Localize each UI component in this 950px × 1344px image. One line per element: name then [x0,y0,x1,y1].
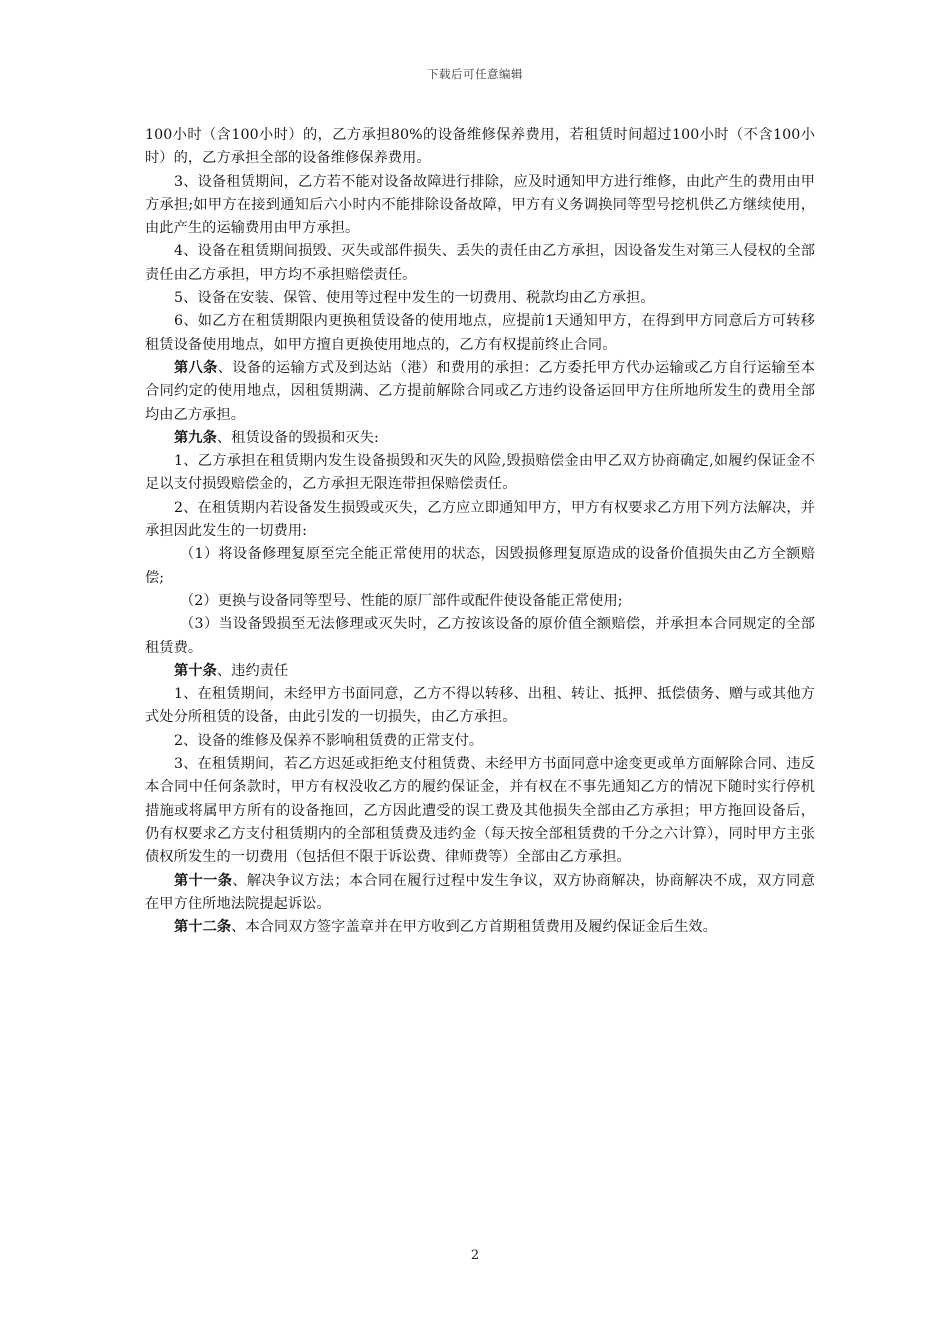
article-8-title: 第八条 [174,359,218,376]
paragraph-9-2-item-3: （3）当设备毁损至无法修理或灭失时，乙方按该设备的原价值全额赔偿，并承担本合同规定的全部租赁费。 [145,616,815,656]
article-12-title: 第十二条 [174,919,232,936]
article-9: 第九条、租赁设备的毁损和灭失: [174,429,379,446]
document-body [145,124,815,939]
paragraph-10-1: 1、在租赁期间，未经甲方书面同意，乙方不得以转移、出租、转让、抵押、抵偿债务、赠与或其他方式处分所租赁的设备，由此引发的一切损失，由乙方承担。 [145,686,815,726]
article-8: 第八条、设备的运输方式及到达站（港）和费用的承担：乙方委托甲方代办运输或乙方自行运输至本合同约定的使用地点，因租赁期满、乙方提前解除合同或乙方违约设备运回甲方住所地所发生的费用全部均由乙方承担。 [145,359,815,423]
paragraph-3: 4、设备在租赁期间损毁、灭失或部件损失、丢失的责任由乙方承担，因设备发生对第三人侵权的全部责任由乙方承担，甲方均不承担赔偿责任。 [145,243,815,283]
paragraph-9-2: 2、在租赁期内若设备发生损毁或灭失，乙方应立即通知甲方，甲方有权要求乙方用下列方法解决，并承担因此发生的一切费用: [145,499,815,540]
paragraph-5: 6、如乙方在租赁期限内更换租赁设备的使用地点，应提前1天通知甲方，在得到甲方同意后方可转移租赁设备使用地点，如甲方擅自更换使用地点的，乙方有权提前终止合同。 [145,313,815,353]
paragraph-2: 3、设备租赁期间，乙方若不能对设备故障进行排除，应及时通知甲方进行维修，由此产生的费用由甲方承担;如甲方在接到通知后六小时内不能排除设备故障，甲方有义务调换同等型号挖机供乙方继续使用，由此产生的运输费用由甲方承担。 [145,173,815,237]
article-10: 第十条、违约责任 [174,662,289,679]
article-9-title: 第九条 [174,429,217,446]
article-11-title: 第十一条 [174,872,233,889]
paragraph-9-2-item-2: （2）更换与设备同等型号、性能的原厂部件或配件使设备能正常使用; [180,592,623,609]
article-12: 第十二条、本合同双方签字盖章并在甲方收到乙方首期租赁费用及履约保证金后生效。 [174,919,717,936]
paragraph-10-2: 2、设备的维修及保养不影响租赁费的正常支付。 [174,732,484,749]
article-11: 第十一条、解决争议方法；本合同在履行过程中发生争议，双方协商解决，协商解决不成，双方同意在甲方住所地法院提起诉讼。 [145,872,815,912]
paragraph-10-3: 3、在租赁期间，若乙方迟延或拒绝支付租赁费、未经甲方书面同意中途变更或单方面解除合同、违反本合同中任何条款时，甲方有权没收乙方的履约保证金，并有权在不事先通知乙方的情况下随时实行停机措施或将属甲方所有的设备拖回，乙方因此遭受的误工费及其他损失全部由乙方承担；甲方拖回设备后，仍有权要求乙方支付租赁期内的全部租赁费及违约金（每天按全部租赁费的千分之六计算），同时甲方主张债权所发生的一切费用（包括但不限于诉讼费、律师费等）全部由乙方承担。 [145,756,815,866]
paragraph-9-1: 1、乙方承担在租赁期内发生设备损毁和灭失的风险,毁损赔偿金由甲乙双方协商确定,如履约保证金不足以支付损毁赔偿金的，乙方承担无限连带担保赔偿责任。 [145,453,815,493]
paragraph-9-2-item-1: （1）将设备修理复原至完全能正常使用的状态，因毁损修理复原造成的设备价值损失由乙方全额赔偿; [145,546,815,586]
paragraph-1: 100小时（含100小时）的，乙方承担80%的设备维修保养费用，若租赁时间超过100小时（不含100小时）的，乙方承担全部的设备维修保养费用。 [145,127,815,167]
page-number: 2 [470,1248,480,1263]
article-10-title: 第十条 [174,662,217,679]
page-header: 下载后可任意编辑 [427,67,523,81]
paragraph-4: 5、设备在安装、保管、使用等过程中发生的一切费用、税款均由乙方承担。 [174,290,655,307]
